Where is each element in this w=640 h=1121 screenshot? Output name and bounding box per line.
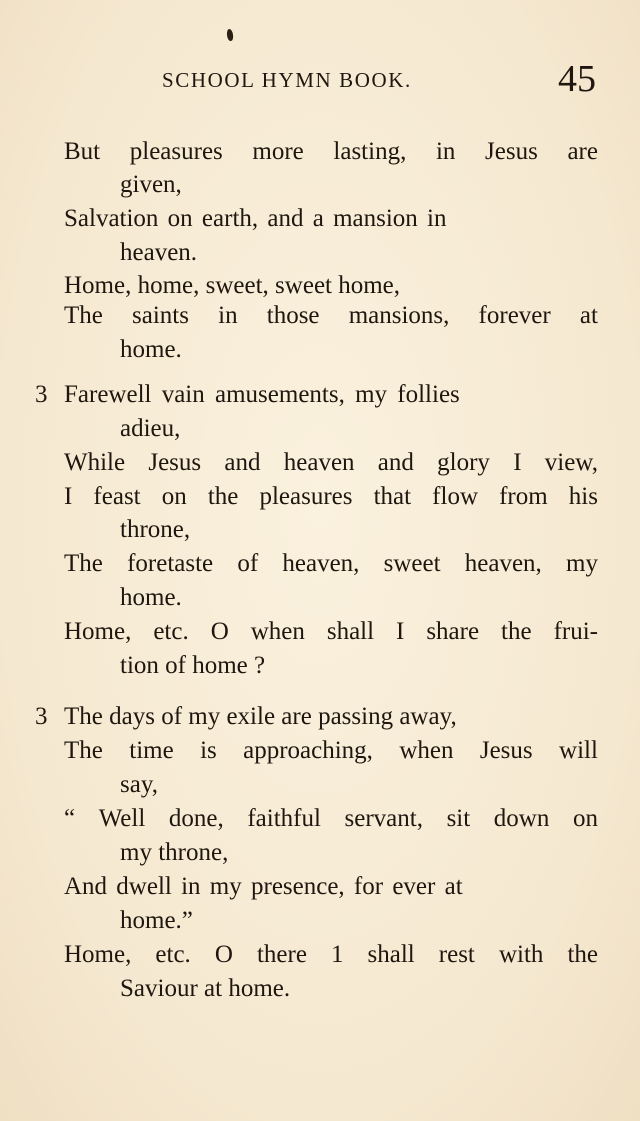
stanza-number: 3 (35, 381, 48, 408)
verse-line: The time is approaching, when Jesus will (64, 737, 598, 764)
verse-line: Home, etc. O when shall I share the frui- (64, 618, 598, 645)
ink-speck (226, 29, 234, 42)
page-number: 45 (558, 58, 596, 100)
verse-line: While Jesus and heaven and glory I view, (64, 449, 598, 476)
verse-line: The days of my exile are passing away, (64, 703, 457, 730)
verse-line: Home, home, sweet, sweet home, (64, 272, 401, 299)
verse-line: given, (120, 171, 182, 198)
verse-line: Saviour at home. (120, 975, 291, 1002)
verse-line: “ Well done, faithful servant, sit down on (64, 805, 598, 832)
verse-line: But pleasures more lasting, in Jesus are (64, 138, 598, 165)
verse-line: And dwell in my presence, for ever at (64, 873, 463, 900)
verse-line: The foretaste of heaven, sweet heaven, my (64, 550, 598, 577)
stanza-number: 3 (35, 703, 48, 730)
verse-line: Salvation on earth, and a mansion in (64, 205, 447, 232)
verse-line: The saints in those mansions, forever at (64, 302, 598, 329)
verse-line: home. (120, 584, 182, 611)
running-title: SCHOOL HYMN BOOK. (162, 68, 412, 92)
verse-line: tion of home ? (120, 652, 266, 679)
verse-line: I feast on the pleasures that flow from his (64, 483, 598, 510)
verse-line: Home, etc. O there 1 shall rest with the (64, 941, 598, 968)
verse-line: my throne, (120, 839, 229, 866)
verse-line: adieu, (120, 415, 181, 442)
verse-line: throne, (120, 516, 191, 543)
verse-line: home.” (120, 907, 193, 934)
verse-line: home. (120, 336, 182, 363)
verse-line: say, (120, 771, 158, 798)
verse-line: Farewell vain amusements, my follies (64, 381, 460, 408)
verse-line: heaven. (120, 239, 198, 266)
